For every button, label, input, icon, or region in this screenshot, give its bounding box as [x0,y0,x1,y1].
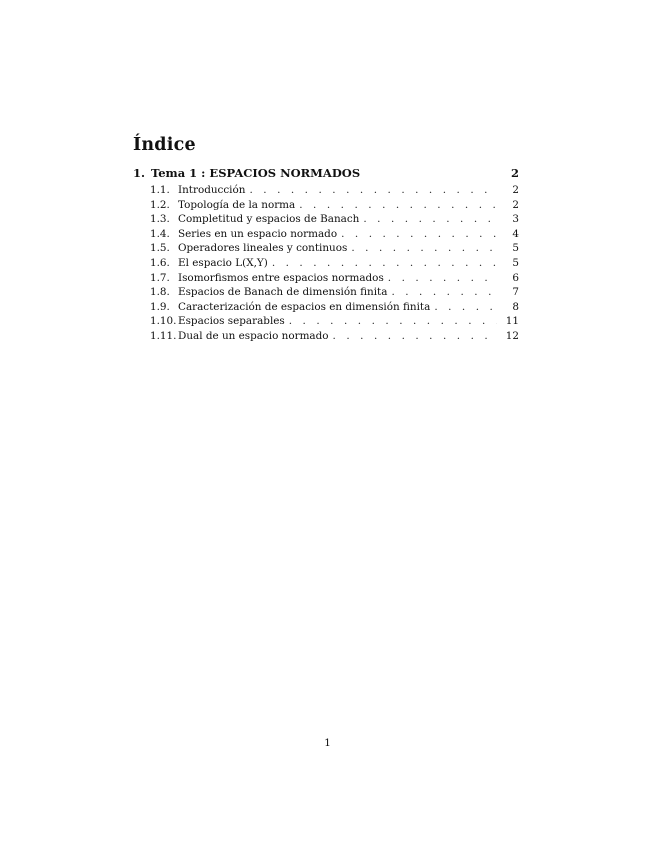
entry-number: 1.4. [150,227,170,240]
dot-leader [434,301,497,313]
dot-leader [272,257,497,269]
dot-leader [299,199,497,211]
entry-title: Introducción [178,184,246,196]
entry-number: 1.3. [150,213,170,226]
dot-leader [388,272,497,284]
entry-title: Espacios de Banach de dimensión finita [178,286,388,299]
dot-leader [289,315,497,327]
toc-entry[interactable] [133,242,519,257]
entry-page: 3 [512,213,519,226]
entry-number: 1.9. [150,300,170,313]
entry-page: 11 [505,315,519,328]
entry-title: Dual de un espacio normado [178,329,329,342]
toc-entry[interactable] [133,199,519,214]
dot-leader [341,228,497,240]
entry-title: Espacios separables [178,315,285,328]
toc-entry[interactable] [133,330,519,345]
entry-number: 1.7. [150,271,170,284]
entry-title: Isomorfismos entre espacios normados [178,271,384,284]
entry-page: 5 [512,256,519,269]
toc-heading: Índice [133,135,196,155]
entry-number: 1.2. [150,198,170,211]
dot-leader [391,286,497,298]
table-of-contents [133,166,519,345]
toc-entry[interactable] [133,301,519,316]
entry-page: 8 [512,300,519,313]
entry-title: Topología de la norma [178,198,296,211]
entry-page: 12 [505,329,519,342]
toc-entry[interactable] [133,213,519,228]
entry-page: 7 [512,286,519,299]
entry-page: 6 [512,271,519,284]
entry-number: 1.8. [150,286,170,299]
entry-title: Completitud y espacios de Banach [178,213,360,226]
entry-number: 1.1. [150,184,170,196]
entry-number: 1.6. [150,256,170,269]
entry-title: Caracterización de espacios en dimensión finita [178,300,431,313]
toc-entry[interactable] [133,286,519,301]
entry-number: 1.5. [150,242,170,255]
toc-entry[interactable] [133,315,519,330]
dot-leader [333,330,497,342]
entry-page: 2 [512,198,519,211]
chapter-page: 2 [510,166,519,180]
dot-leader [363,213,497,225]
page-number: 1 [324,737,331,749]
toc-entry[interactable] [133,257,519,272]
entry-page: 5 [512,242,519,255]
entry-number: 1.10. [150,315,177,328]
toc-entry[interactable] [133,184,519,199]
dot-leader [351,242,497,254]
toc-entry[interactable] [133,228,519,243]
entry-page: 2 [512,184,519,196]
entry-title: Operadores lineales y continuos [178,242,348,255]
dot-leader [249,184,497,196]
chapter-number: 1. [133,166,146,180]
entry-title: El espacio L(X,Y) [178,256,268,269]
toc-chapter[interactable] [133,166,519,184]
toc-entry[interactable] [133,272,519,287]
chapter-title: Tema 1 : ESPACIOS NORMADOS [151,166,361,180]
entry-title: Series en un espacio normado [178,227,338,240]
entry-page: 4 [512,227,519,240]
entry-number: 1.11. [150,329,177,342]
